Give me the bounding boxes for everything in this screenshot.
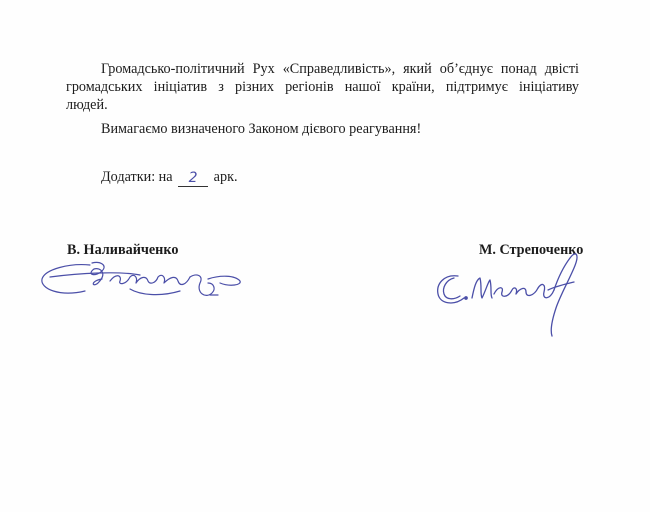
attachments-prefix: Додатки: на — [101, 169, 173, 185]
attachments-count: 2 — [188, 170, 198, 186]
support-paragraph — [66, 60, 579, 114]
paragraph-line: громадських ініціатив з різних регіонів нашої країни, підтримує ініціативу — [66, 79, 579, 95]
paragraph-line: Громадсько-політичний Рух «Справедливість», який об’єднує понад двісті — [101, 61, 579, 77]
signature-left-icon — [30, 255, 270, 305]
signatory-name-right: М. Стрепоченко — [479, 242, 584, 258]
signatory-name-left: В. Наливайченко — [67, 242, 179, 258]
attachments-line — [101, 168, 238, 186]
signature-right-icon — [430, 238, 590, 338]
attachments-count-field — [178, 171, 208, 187]
paragraph-line: людей. — [66, 97, 108, 113]
demand-paragraph: Вимагаємо визначеного Законом дієвого реагування! — [101, 121, 422, 137]
attachments-suffix: арк. — [213, 169, 238, 185]
